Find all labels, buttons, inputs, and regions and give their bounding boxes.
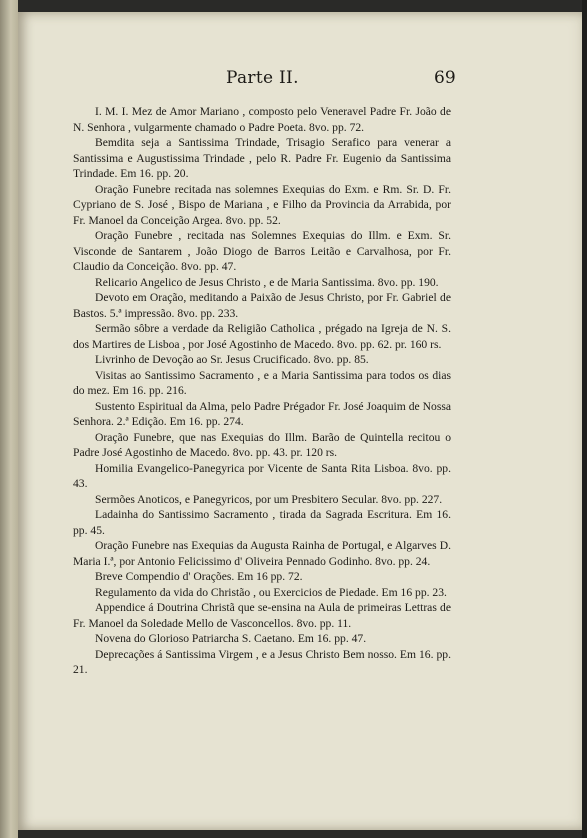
right-scan-border <box>582 0 587 838</box>
book-page <box>18 12 582 830</box>
book-entry: Ladainha do Santissimo Sacramento , tirada da Sagrada Escritura. Em 16. pp. 45. <box>73 508 451 537</box>
book-entry: Oração Funebre recitada nas solemnes Exequias do Exm. e Rm. Sr. D. Fr. Cypriano de S. José , Bispo de Mariana , e Filho da Provincia da Arrabida, por Fr. Manoel da Conceição Argea. 8vo. pp. 52. <box>73 182 451 227</box>
book-entry: Sermões Anoticos, e Panegyricos, por um Presbitero Secular. 8vo. pp. 227. <box>95 492 443 506</box>
book-entry: Livrinho de Devoção ao Sr. Jesus Crucificado. 8vo. pp. 85. <box>95 353 369 366</box>
book-entry: Oração Funebre , recitada nas Solemnes Exequias do Illm. e Exm. Sr. Visconde de Santarem , João Diogo de Barros Leitão e Carvalhosa, por Fr. Claudio da Conceição. 8vo. pp. 47. <box>73 229 451 273</box>
running-title: Parte II. <box>226 68 299 88</box>
book-entry: Sustento Espiritual da Alma, pelo Padre Prégador Fr. José Joaquim de Nossa Senhora. 2.ª Edição. Em 16. pp. 274. <box>73 399 451 428</box>
book-entry: I. M. I. Mez de Amor Mariano , composto pelo Veneravel Padre Fr. João de N. Senhora , vulgarmente chamado o Padre Poeta. 8vo. pp. 72. <box>73 105 451 134</box>
book-entry: Sermão sôbre a verdade da Religião Catholica , prégado na Igreja de N. S. dos Martires de Lisboa , por José Agostinho de Macedo. 8vo. pp. 62. pr. 160 rs. <box>73 322 451 351</box>
book-entry: Deprecações á Santissima Virgem , e a Jesus Christo Bem nosso. Em 16. pp. 21. <box>73 647 451 676</box>
book-entry: Visitas ao Santissimo Sacramento , e a Maria Santissima para todos os dias do mez. Em 16. pp. 216. <box>73 368 451 397</box>
page-header <box>18 68 582 98</box>
book-entry: Oração Funebre nas Exequias da Augusta Rainha de Portugal, e Algarves D. Maria I.ª, por Antonio Felicissimo d' Oliveira Pennado Godinho. 8vo. pp. 24. <box>73 539 451 568</box>
book-entry: Regulamento da vida do Christão , ou Exercicios de Piedade. Em 16 pp. 23. <box>95 585 447 599</box>
previous-page-edge <box>0 0 18 838</box>
book-entry: Oração Funebre, que nas Exequias do Illm. Barão de Quintella recitou o Padre José Agostinho de Macedo. 8vo. pp. 43. pr. 120 rs. <box>73 430 451 459</box>
book-entry: Relicario Angelico de Jesus Christo , e de Maria Santissima. 8vo. pp. 190. <box>95 275 439 289</box>
book-entry: Appendice á Doutrina Christã que se-ensina na Aula de primeiras Lettras de Fr. Manoel da Soledade Mello de Vasconcellos. 8vo. pp. 11. <box>73 601 451 630</box>
page-number: 69 <box>434 68 456 88</box>
book-entry: Breve Compendio d' Orações. Em 16 pp. 72. <box>95 570 303 583</box>
book-entry: Novena do Glorioso Patriarcha S. Caetano. Em 16. pp. 47. <box>95 632 367 645</box>
book-entry: Devoto em Oração, meditando a Paixão de Jesus Christo, por Fr. Gabriel de Bastos. 5.ª impressão. 8vo. pp. 233. <box>73 291 451 320</box>
book-entry: Homilia Evangelico-Panegyrica por Vicente de Santa Rita Lisboa. 8vo. pp. 43. <box>73 461 451 490</box>
book-entry: Bemdita seja a Santissima Trindade, Trisagio Serafico para venerar a Santissima e Augustissima Trindade , pelo R. Padre Fr. Eugenio da Santissima Trindade. Em 16. pp. 20. <box>73 136 451 180</box>
book-list <box>73 104 451 678</box>
